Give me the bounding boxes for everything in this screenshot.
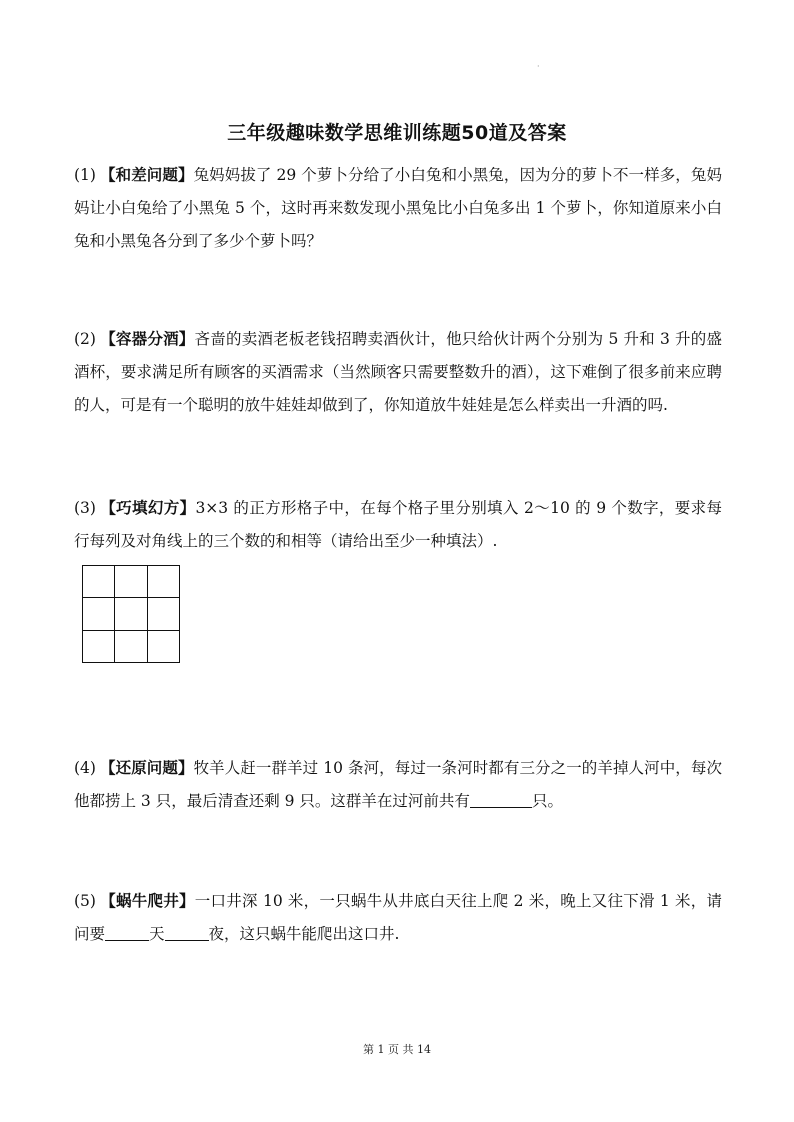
question-number: (1) — [74, 166, 96, 184]
question-number: (2) — [74, 330, 96, 348]
question-tag: 【和差问题】 — [99, 165, 194, 184]
question-text: 3×3 的正方形格子中，在每个格子里分别填入 2～10 的 9 个数字，要求每行每列及对角线上的三个数的和相等（请给出至少一种填法）. — [74, 499, 722, 550]
question-tag: 【还原问题】 — [99, 758, 194, 777]
header-mark: · — [537, 62, 540, 71]
question-text-mid: 天 — [149, 925, 165, 943]
grid-cell — [148, 598, 180, 630]
question-tag: 【蜗牛爬井】 — [99, 891, 195, 910]
page-title: 三年级趣味数学思维训练题50道及答案 — [227, 122, 567, 144]
grid-cell — [115, 598, 147, 630]
grid-cell — [83, 566, 115, 598]
question-4 — [74, 751, 722, 818]
answer-blank-days — [105, 922, 149, 941]
question-2 — [74, 322, 722, 422]
question-number: (3) — [74, 499, 96, 517]
question-text: 一口井深 10 米，一只蜗牛从井底白天往上爬 2 米，晚上又往下滑 1 米，请问要 — [74, 892, 722, 943]
question-3 — [74, 491, 722, 558]
question-text: 兔妈妈拔了 29 个萝卜分给了小白兔和小黑兔，因为分的萝卜不一样多，兔妈妈让小白兔给了小黑兔 5 个，这时再来数发现小黑兔比小白兔多出 1 个萝卜，你知道原来小白兔和小黑兔各分到了多少个萝卜吗？ — [74, 166, 722, 250]
grid-cell — [83, 631, 115, 663]
page-footer: 第 1 页 共 14 — [363, 1043, 431, 1056]
grid-cell — [148, 566, 180, 598]
grid-cell — [83, 598, 115, 630]
answer-blank-nights — [165, 922, 209, 941]
question-text-end: 只。 — [531, 792, 563, 810]
question-number: (4) — [74, 759, 96, 777]
answer-blank — [470, 789, 532, 808]
question-number: (5) — [74, 892, 96, 910]
question-tag: 【巧填幻方】 — [99, 498, 196, 517]
question-1 — [74, 158, 722, 258]
grid-cell — [115, 631, 147, 663]
grid-cell — [115, 566, 147, 598]
question-text: 牧羊人赶一群羊过 10 条河，每过一条河时都有三分之一的羊掉人河中，每次他都捞上 3 只，最后清查还剩 9 只。这群羊在过河前共有 — [74, 759, 722, 810]
magic-square-grid — [82, 565, 180, 663]
question-text: 吝啬的卖酒老板老钱招聘卖酒伙计，他只给伙计两个分别为 5 升和 3 升的盛酒杯，要求满足所有顾客的买酒需求（当然顾客只需要整数升的酒），这下难倒了很多前来应聘的人，可是有一个聪明的放牛娃娃却做到了，你知道放牛娃娃是怎么样卖出一升酒的吗. — [74, 330, 722, 414]
question-tag: 【容器分酒】 — [99, 329, 195, 348]
grid-cell — [148, 631, 180, 663]
question-text-end: 夜，这只蜗牛能爬出这口井. — [208, 925, 400, 943]
question-5 — [74, 884, 722, 951]
